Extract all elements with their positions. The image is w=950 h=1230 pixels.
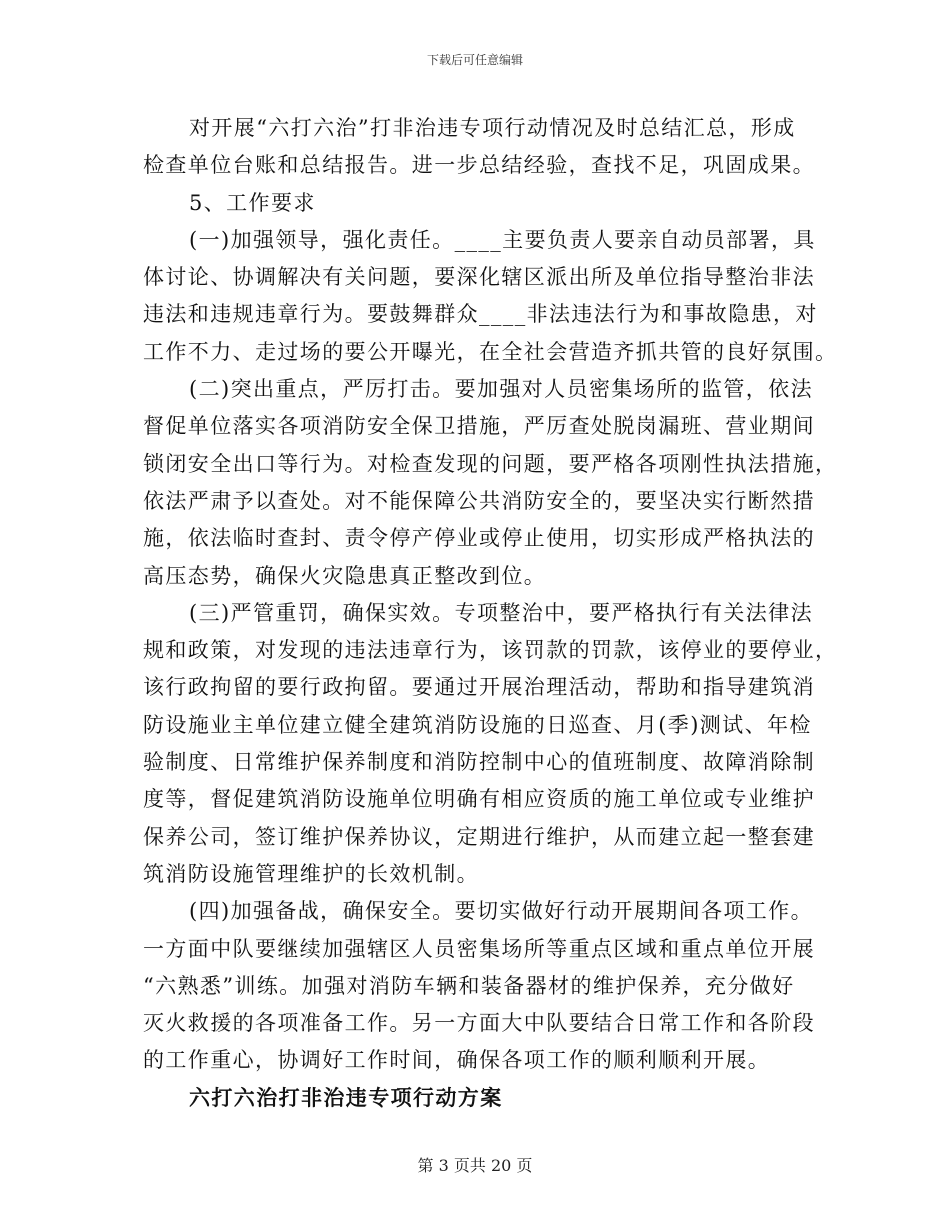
text-line: (四)加强备战，确保安全。要切实做好行动开展期间各项工作。 [189,899,813,924]
page-number: 第 3 页共 20 页 [417,1156,533,1175]
paragraph [143,371,838,595]
text-line: 督促单位落实各项消防安全保卫措施，严厉查处脱岗漏班、营业期间 [143,414,815,439]
text-line: 保养公司，签订维护保养协议，定期进行维护，从而建立起一整套建 [143,824,815,849]
text-line: 规和政策，对发现的违法违章行为，该罚款的罚款，该停业的要停业， [143,638,838,663]
text-line: 防设施业主单位建立健全建筑消防设施的日巡查、月(季)测试、年检 [143,712,812,737]
text-line: 检查单位台账和总结报告。进一步总结经验，查找不足，巩固成果。 [143,153,815,178]
text-line: 灭火救援的各项准备工作。另一方面大中队要结合日常工作和各阶段 [143,1011,815,1036]
section-heading: 六打六治打非治违专项行动方案 [189,1085,503,1110]
text-line: 筑消防设施管理维护的长效机制。 [143,861,479,886]
text-line: 一方面中队要继续加强辖区人员密集场所等重点区域和重点单位开展 [143,936,815,961]
paragraph [143,185,805,222]
document-body [143,110,838,1117]
text-line: 的工作重心，协调好工作时间，确保各项工作的顺利顺利开展。 [143,1048,771,1073]
page-footer [0,1156,950,1176]
text-line: 度等，督促建筑消防设施单位明确有相应资质的施工单位或专业维护 [143,787,815,812]
text-line: 验制度、日常维护保养制度和消防控制中心的值班制度、故障消除制 [143,750,815,775]
text-line: “六熟悉”训练。加强对消防车辆和装备器材的维护保养，充分做好 [143,973,795,998]
paragraph [143,893,815,1079]
text-line: 依法严肃予以查处。对不能保障公共消防安全的，要坚决实行断然措 [143,488,815,513]
paragraph [143,222,838,371]
paragraph [143,595,838,893]
text-line: 施，依法临时查封、责令停产停业或停止使用，切实形成严格执法的 [143,526,815,551]
text-line: 对开展“六打六治”打非治违专项行动情况及时总结汇总，形成 [189,116,796,140]
text-line: 锁闭安全出口等行为。对检查发现的问题，要严格各项刚性执法措施， [143,451,838,476]
text-line: 5、工作要求 [189,190,316,215]
text-line: 工作不力、走过场的要公开曝光，在全社会营造齐抓共管的良好氛围。 [143,339,838,364]
page-header [0,52,950,68]
text-line: 违法和违规违章行为。要鼓舞群众____非法违法行为和事故隐患，对 [143,302,818,327]
text-line: (三)严管重罚，确保实效。专项整治中，要严格执行有关法律法 [189,600,813,625]
text-line: (一)加强领导，强化责任。____主要负责人要亲自动员部署，具 [189,227,816,252]
text-line: (二)突出重点，严厉打击。要加强对人员密集场所的监管，依法 [189,377,813,402]
paragraph [143,110,815,185]
text-line: 高压态势，确保火灾隐患真正整改到位。 [143,563,547,588]
text-line: 体讨论、协调解决有关问题，要深化辖区派出所及单位指导整治非法 [143,265,815,290]
text-line: 该行政拘留的要行政拘留。要通过开展治理活动，帮助和指导建筑消 [143,675,815,700]
header-text: 下载后可任意编辑 [426,53,523,67]
